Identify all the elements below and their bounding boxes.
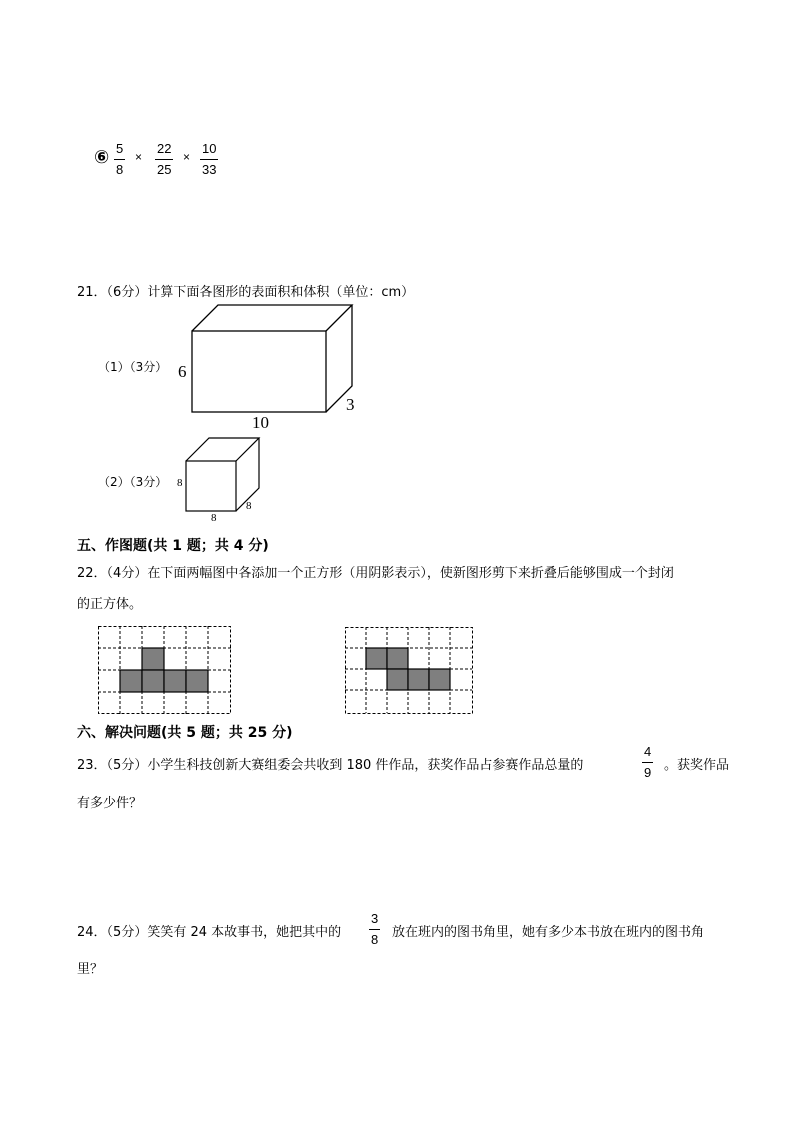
section-6-heading: 六、解决问题(共 5 题；共 25 分) (77, 725, 293, 741)
cuboid-length-label: 10 (252, 413, 269, 432)
numerator: 22 (157, 141, 172, 156)
numerator: 5 (116, 141, 124, 156)
q24-fraction (369, 911, 380, 948)
denominator: 8 (116, 162, 124, 177)
q22-line2: 的正方体。 (77, 597, 143, 612)
denominator: 33 (202, 162, 217, 177)
times-operator: × (183, 150, 191, 164)
cube-length-label: 8 (211, 512, 217, 524)
denominator: 8 (371, 932, 379, 947)
q23-line1-text: 23．（5分）小学生科技创新大赛组委会共收到 180 件作品，获奖作品占参赛作品总量的 (77, 758, 584, 773)
times-operator: × (135, 150, 143, 164)
q23-fraction (642, 744, 653, 781)
q23-line1-tail: 。获奖作品 (664, 758, 730, 773)
q23-line2: 有多少件？ (77, 796, 143, 811)
cube-width-label: 8 (246, 500, 252, 512)
cube-height-label: 8 (177, 477, 183, 489)
q24-line1-text: 24．（5分）笑笑有 24 本故事书，她把其中的 (77, 925, 342, 940)
denominator: 25 (157, 162, 172, 177)
q21-sub2-label: （2）（3分） (98, 475, 168, 489)
q24-line2: 里？ (77, 962, 104, 977)
q22-line1: 22．（4分）在下面两幅图中各添加一个正方形（用阴影表示），使新图形剪下来折叠后能够围成一个封闭 (77, 566, 674, 581)
q21-header: 21．（6分）计算下面各图形的表面积和体积（单位：cm） (77, 285, 415, 300)
cuboid-width-label: 3 (346, 395, 355, 414)
cuboid-height-label: 6 (178, 362, 187, 381)
q24-line1-tail: 放在班内的图书角里，她有多少本书放在班内的图书角 (392, 925, 705, 940)
circled-six-marker: ⑥ (94, 147, 110, 168)
denominator: 9 (644, 765, 652, 780)
numerator: 3 (371, 911, 379, 926)
numerator: 4 (644, 744, 652, 759)
grid-figure-left (98, 626, 233, 714)
numerator: 10 (202, 141, 217, 156)
section-5-heading: 五、作图题(共 1 题；共 4 分) (77, 538, 269, 554)
q21-sub1-label: （1）（3分） (98, 360, 168, 374)
grid-figure-right (345, 627, 475, 715)
